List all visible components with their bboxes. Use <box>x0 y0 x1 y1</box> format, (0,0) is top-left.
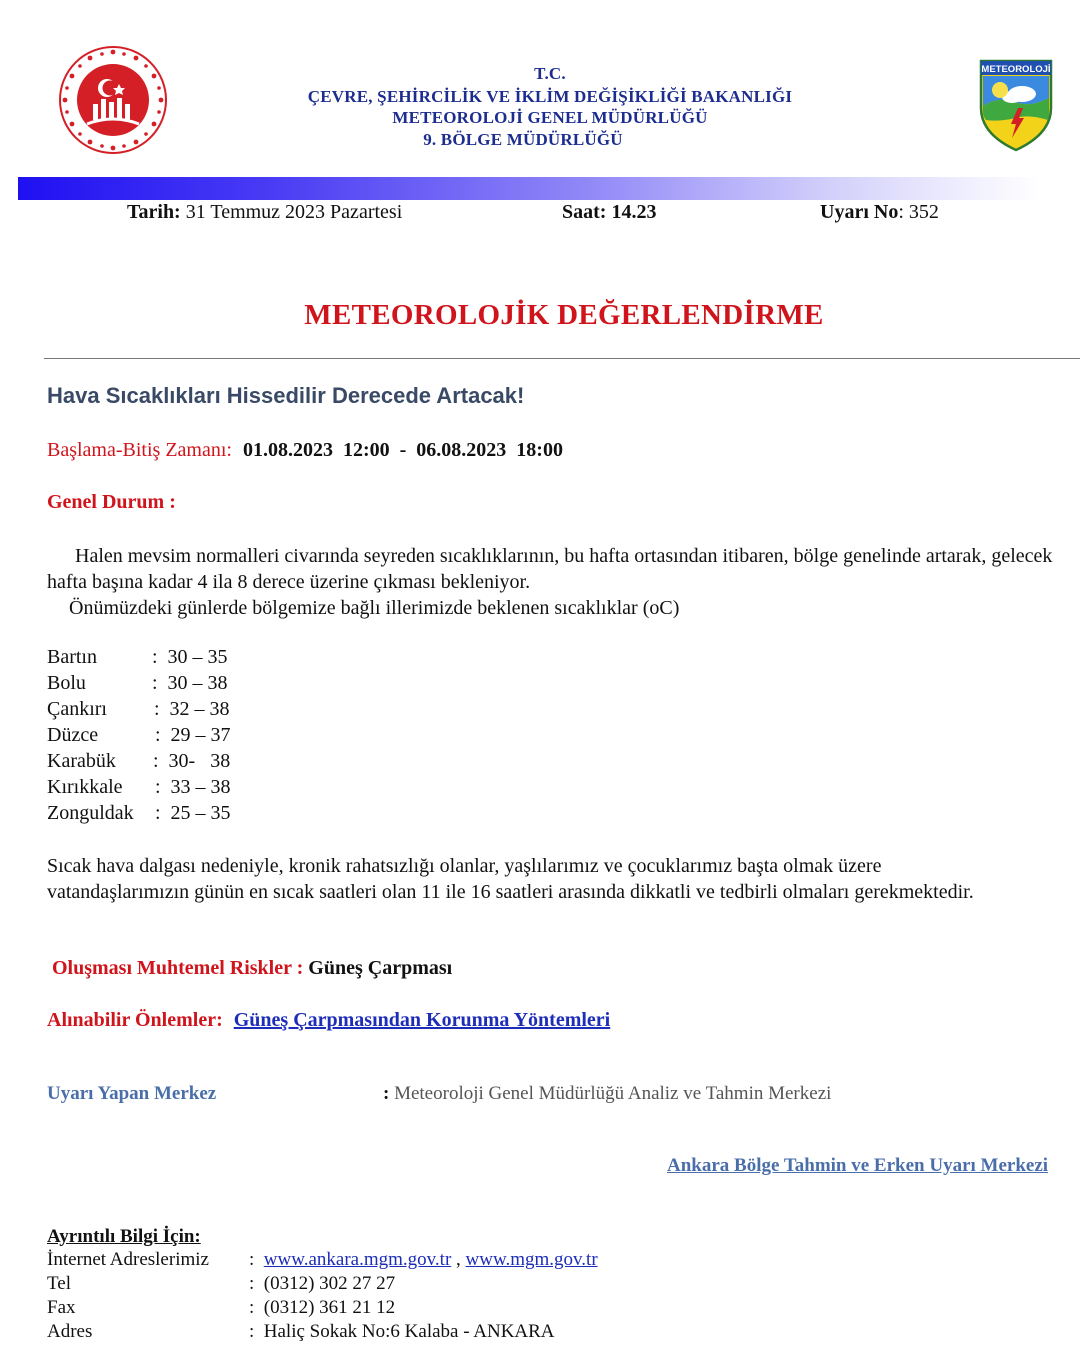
link-separator: , <box>451 1249 466 1270</box>
contact-heading: Ayrıntılı Bilgi İçin: <box>47 1226 201 1247</box>
meteoroloji-shield-logo <box>978 58 1054 152</box>
city-name: Kırıkkale <box>47 776 123 798</box>
colon: : <box>249 1273 255 1294</box>
fax-label: Fax <box>47 1297 76 1318</box>
warning-value: : 352 <box>898 201 939 223</box>
tel-value-wrap <box>249 1273 395 1295</box>
time-line <box>562 201 656 224</box>
internet-label: İnternet Adreslerimiz <box>47 1249 209 1270</box>
sunstroke-prevention-link[interactable]: Güneş Çarpmasından Korunma Yöntemleri <box>233 1009 611 1031</box>
header-line-2: ÇEVRE, ŞEHİRCİLİK VE İKLİM DEĞİŞİKLİĞİ BAKANLIĞI <box>307 87 793 106</box>
period-line <box>47 439 563 462</box>
internet-value <box>249 1249 598 1271</box>
general-paragraph-1: Halen mevsim normalleri civarında seyreden sıcaklıklarının, bu hafta ortasından itibaren, bölge genelinde artarak, gelecek hafta başına kadar 4 ila 8 derece üzerine çıkması bekleniyor. <box>47 545 1053 593</box>
fax-value-wrap <box>249 1297 395 1319</box>
city-temperature: : 33 – 38 <box>155 776 231 798</box>
risks-line <box>52 957 452 980</box>
issuer-label: Uyarı Yapan Merkez <box>47 1083 217 1104</box>
warning-number-line <box>820 201 939 224</box>
header-gradient-bar <box>18 177 1040 200</box>
warning-label: Uyarı No <box>820 201 899 223</box>
date-line <box>127 201 402 224</box>
header-line-3: METEOROLOJİ GENEL MÜDÜRLÜĞÜ <box>392 108 708 127</box>
general-paragraph-2: Önümüzdeki günlerde bölgemize bağlı illerimizde beklenen sıcaklıklar (oC) <box>69 597 680 619</box>
header-line-4: 9. BÖLGE MÜDÜRLÜĞÜ <box>423 130 623 149</box>
regional-center-link[interactable]: Ankara Bölge Tahmin ve Erken Uyarı Merkezi <box>667 1155 1049 1176</box>
colon: : <box>249 1321 255 1342</box>
issuer-value: Meteoroloji Genel Müdürlüğü Analiz ve Tahmin Merkezi <box>394 1083 832 1104</box>
meteoroloji-logo-text: METEOROLOJİ <box>981 64 1051 75</box>
warning-headline: Hava Sıcaklıkları Hissedilir Derecede Artacak! <box>47 383 525 408</box>
city-name: Zonguldak <box>47 802 134 824</box>
city-name: Düzce <box>47 724 99 746</box>
date-value: 31 Temmuz 2023 Pazartesi <box>185 201 403 223</box>
title-divider <box>44 358 1080 359</box>
city-temperature: : 30 – 38 <box>152 672 228 694</box>
city-temperature: : 30 – 35 <box>152 646 228 668</box>
measures-line <box>47 1009 610 1032</box>
measures-label: Alınabilir Önlemler: <box>47 1009 223 1031</box>
city-name: Bolu <box>47 672 86 694</box>
address-label: Adres <box>47 1321 93 1342</box>
colon: : <box>249 1297 255 1318</box>
tel-label: Tel <box>47 1273 71 1294</box>
date-label: Tarih: <box>127 201 181 223</box>
city-name: Bartın <box>47 646 97 668</box>
period-label: Başlama-Bitiş Zamanı: <box>47 439 232 461</box>
risks-value: Güneş Çarpması <box>308 957 453 979</box>
fax-value: (0312) 361 21 12 <box>263 1297 396 1318</box>
address-value: Haliç Sokak No:6 Kalaba - ANKARA <box>263 1321 555 1342</box>
city-temperature: : 32 – 38 <box>154 698 230 720</box>
city-temperature: : 30- 38 <box>153 750 231 772</box>
issuer-line <box>383 1083 831 1105</box>
advice-paragraph: Sıcak hava dalgası nedeniyle, kronik rahatsızlığı olanlar, yaşlılarımız ve çocuklarımız başta olmak üzere vatandaşlarımızın günün en sıcak saatleri olan 11 ile 16 saatleri arasında dikkatli ve tedbirli olmaları gerekmektedir. <box>47 855 974 903</box>
city-name: Karabük <box>47 750 116 772</box>
time-value: 14.23 <box>611 201 657 223</box>
time-label: Saat: <box>562 201 607 223</box>
page-title: METEOROLOJİK DEĞERLENDİRME <box>304 299 824 331</box>
header-line-1: T.C. <box>534 64 566 83</box>
colon: : <box>249 1249 255 1270</box>
city-name: Çankırı <box>47 698 107 720</box>
period-value: 01.08.2023 12:00 - 06.08.2023 18:00 <box>242 439 563 461</box>
address-value-wrap <box>249 1321 555 1343</box>
issuer-colon: : <box>383 1083 390 1104</box>
city-temperature: : 29 – 37 <box>155 724 231 746</box>
risks-label: Oluşması Muhtemel Riskler : <box>52 957 304 979</box>
mgm-link[interactable]: www.mgm.gov.tr <box>465 1249 598 1270</box>
regional-center-container <box>667 1155 1080 1177</box>
tel-value: (0312) 302 27 27 <box>263 1273 396 1294</box>
ankara-mgm-link[interactable]: www.ankara.mgm.gov.tr <box>263 1249 452 1270</box>
general-heading: Genel Durum : <box>47 491 176 513</box>
city-temperature: : 25 – 35 <box>155 802 231 824</box>
